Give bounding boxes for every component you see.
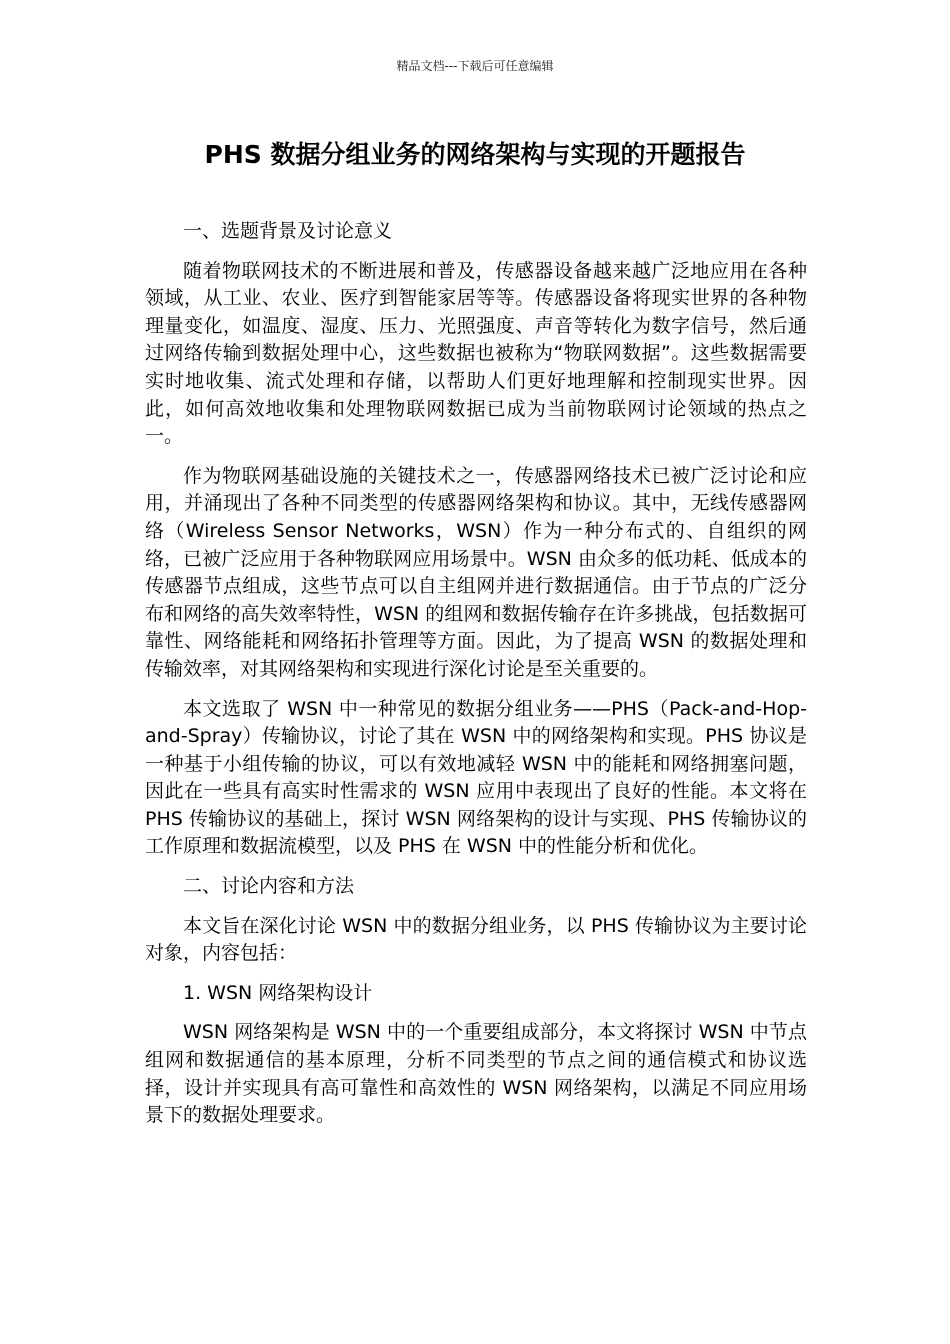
paragraph-5: WSN 网络架构是 WSN 中的一个重要组成部分，本文将探讨 WSN 中节点组网和数据通信的基本原理，分析不同类型的节点之间的通信模式和协议选择，设计并实现具有高可靠性和高效性的 WSN 网络架构，以满足不同应用场景下的数据处理要求。 (145, 1021, 807, 1127)
paragraph-1: 随着物联网技术的不断进展和普及，传感器设备越来越广泛地应用在各种领域，从工业、农业、医疗到智能家居等等。传感器设备将现实世界的各种物理量变化，如温度、湿度、压力、光照强度、声音等转化为数字信号，然后通过网络传输到数据处理中心，这些数据也被称为“物联网数据”。这些数据需要实时地收集、流式处理和存储，以帮助人们更好地理解和控制现实世界。因此，如何高效地收集和处理物联网数据已成为当前物联网讨论领域的热点之一。 (145, 259, 807, 448)
subsection-heading-1: 1. WSN 网络架构设计 (183, 981, 373, 1004)
paragraph-2: 作为物联网基础设施的关键技术之一，传感器网络技术已被广泛讨论和应用，并涌现出了各种不同类型的传感器网络架构和协议。其中，无线传感器网络（Wireless Sensor Networks，WSN）作为一种分布式的、自组织的网络，已被广泛应用于各种物联网应用场景中。WSN 由众多的低功耗、低成本的传感器节点组成，这些节点可以自主组网并进行数据通信。由于节点的广泛分布和网络的高失效率特性，WSN 的组网和数据传输存在许多挑战，包括数据可靠性、网络能耗和网络拓扑管理等方面。因此，为了提高 WSN 的数据处理和传输效率，对其网络架构和实现进行深化讨论是至关重要的。 (145, 464, 807, 680)
page-header: 精品文档---下载后可任意编辑 (396, 59, 554, 73)
document-body (145, 218, 807, 1142)
paragraph-3: 本文选取了 WSN 中一种常见的数据分组业务——PHS（Pack-and-Hop-and-Spray）传输协议，讨论了其在 WSN 中的网络架构和实现。PHS 协议是一种基于小组传输的协议，可以有效地减轻 WSN 中的能耗和网络拥塞问题，因此在一些具有高实时性需求的 WSN 应用中表现出了良好的性能。本文将在 PHS 传输协议的基础上，探讨 WSN 网络架构的设计与实现、PHS 传输协议的工作原理和数据流模型，以及 PHS 在 WSN 中的性能分析和优化。 (145, 697, 807, 858)
document-title: PHS 数据分组业务的网络架构与实现的开题报告 (204, 140, 746, 169)
section-heading-1: 一、选题背景及讨论意义 (183, 220, 393, 242)
section-heading-2: 二、讨论内容和方法 (183, 875, 355, 898)
paragraph-4: 本文旨在深化讨论 WSN 中的数据分组业务，以 PHS 传输协议为主要讨论对象，内容包括： (145, 914, 807, 965)
